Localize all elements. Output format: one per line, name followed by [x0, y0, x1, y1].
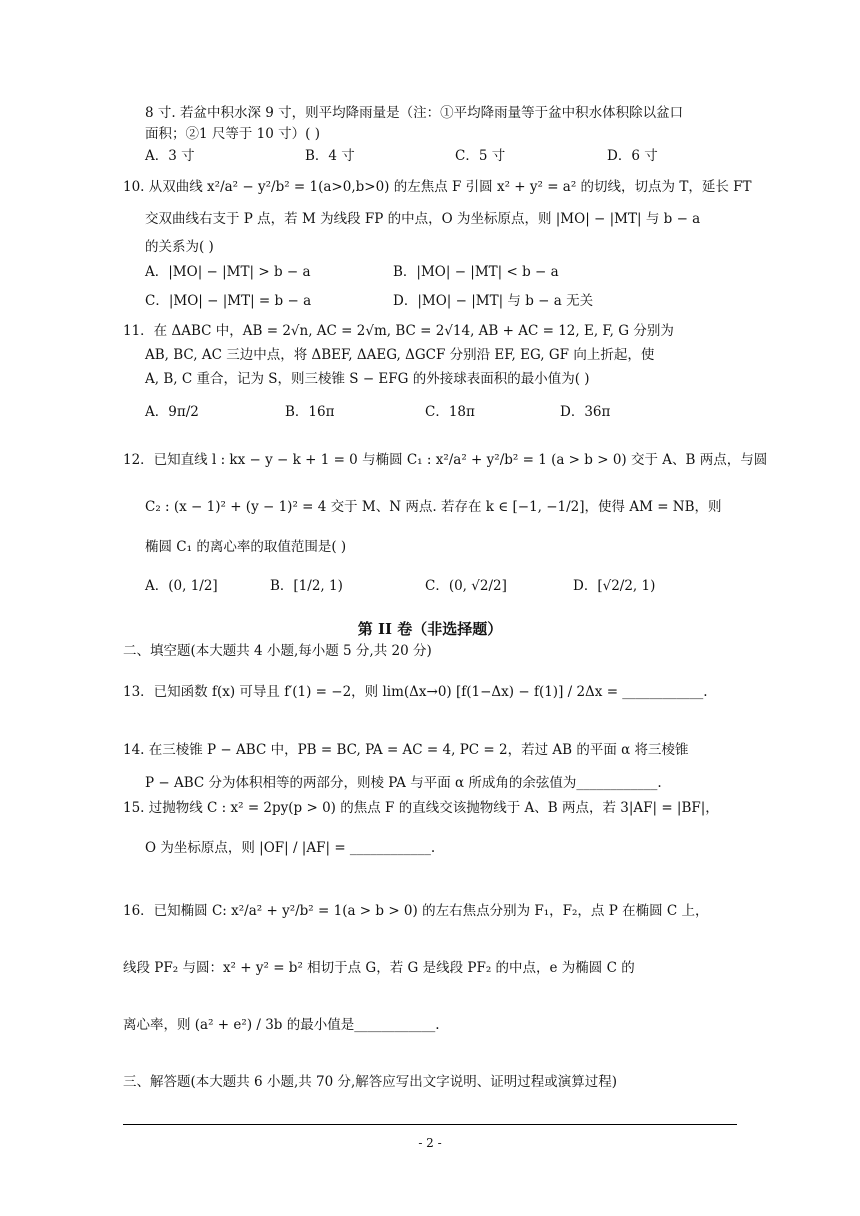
q12-option-b: B．[1/2, 1)	[270, 578, 343, 594]
q13-line: 13．已知函数 f(x) 可导且 f′(1) = −2，则 lim(Δx→0) [f(1−Δx) − f(1)] / 2Δx = ____________.	[123, 684, 708, 700]
q9-option-a: A．3 寸	[145, 148, 195, 164]
section2-heading: 二、填空题(本大题共 4 小题,每小题 5 分,共 20 分)	[123, 643, 432, 659]
footer-rule	[123, 1124, 737, 1125]
q15-line2: O 为坐标原点，则 |OF| / |AF| = ____________.	[145, 840, 436, 856]
q10-option-a: A．|MO| − |MT| > b − a	[145, 264, 311, 280]
q11-line1: 11．在 ΔABC 中，AB = 2√n, AC = 2√m, BC = 2√14, AB + AC = 12, E, F, G 分别为	[123, 323, 674, 339]
q10-option-c: C．|MO| − |MT| = b − a	[145, 293, 312, 309]
q10-line1: 10. 从双曲线 x²/a² − y²/b² = 1(a>0,b>0) 的左焦点 F 引圆 x² + y² = a² 的切线，切点为 T，延长 FT	[123, 179, 752, 195]
page-number: - 2 -	[418, 1136, 442, 1150]
q11-line2: AB, BC, AC 三边中点，将 ΔBEF, ΔAEG, ΔGCF 分别沿 EF, EG, GF 向上折起，使	[145, 347, 655, 363]
q16-line2: 线段 PF₂ 与圆：x² + y² = b² 相切于点 G，若 G 是线段 PF₂ 的中点，e 为椭圆 C 的	[123, 960, 635, 976]
q16-line1: 16．已知椭圆 C: x²/a² + y²/b² = 1(a > b > 0) 的左右焦点分别为 F₁，F₂，点 P 在椭圆 C 上，	[123, 903, 709, 919]
q9-option-b: B．4 寸	[305, 148, 355, 164]
q9-line2: 面积；②1 尺等于 10 寸）( )	[145, 126, 320, 142]
q12-option-a: A．(0, 1/2]	[145, 578, 218, 594]
q10-option-b: B．|MO| − |MT| < b − a	[393, 264, 559, 280]
q10-line3: 的关系为( )	[145, 239, 214, 255]
q16-line3: 离心率，则 (a² + e²) / 3b 的最小值是____________.	[123, 1017, 440, 1033]
q14-line1: 14. 在三棱锥 P − ABC 中，PB = BC, PA = AC = 4, PC = 2，若过 AB 的平面 α 将三棱锥	[123, 742, 689, 758]
q12-line1: 12．已知直线 l : kx − y − k + 1 = 0 与椭圆 C₁ : x²/a² + y²/b² = 1 (a > b > 0) 交于 A、B 两点，与圆	[123, 452, 768, 468]
q11-line3: A, B, C 重合，记为 S，则三棱锥 S − EFG 的外接球表面积的最小值为( )	[145, 371, 590, 387]
q11-option-b: B．16π	[285, 404, 335, 420]
q14-line2: P − ABC 分为体积相等的两部分，则棱 PA 与平面 α 所成角的余弦值为____________.	[145, 775, 662, 791]
q12-line3: 椭圆 C₁ 的离心率的取值范围是( )	[145, 539, 347, 555]
q10-option-d: D．|MO| − |MT| 与 b − a 无关	[393, 293, 594, 309]
q15-line1: 15. 过抛物线 C : x² = 2py(p > 0) 的焦点 F 的直线交该抛物线于 A、B 两点，若 3|AF| = |BF|，	[123, 800, 719, 816]
q9-line1: 8 寸. 若盆中积水深 9 寸，则平均降雨量是（注：①平均降雨量等于盆中积水体积除以盆口	[145, 105, 684, 121]
q11-option-d: D．36π	[560, 404, 611, 420]
section3-heading: 三、解答题(本大题共 6 小题,共 70 分,解答应写出文字说明、证明过程或演算过程)	[123, 1074, 618, 1090]
q11-option-a: A．9π/2	[145, 404, 199, 420]
q12-option-c: C．(0, √2/2]	[425, 578, 507, 594]
q11-option-c: C．18π	[425, 404, 475, 420]
q12-option-d: D．[√2/2, 1)	[573, 578, 656, 594]
q9-option-c: C．5 寸	[455, 148, 506, 164]
part2-title: 第 II 卷（非选择题）	[357, 620, 503, 638]
q9-option-d: D．6 寸	[607, 148, 658, 164]
q12-line2: C₂ : (x − 1)² + (y − 1)² = 4 交于 M、N 两点. 若存在 k ∈ [−1, −1/2]，使得 AM = NB，则	[145, 499, 722, 515]
q10-line2: 交双曲线右支于 P 点，若 M 为线段 FP 的中点，O 为坐标原点，则 |MO| − |MT| 与 b − a	[145, 211, 701, 227]
